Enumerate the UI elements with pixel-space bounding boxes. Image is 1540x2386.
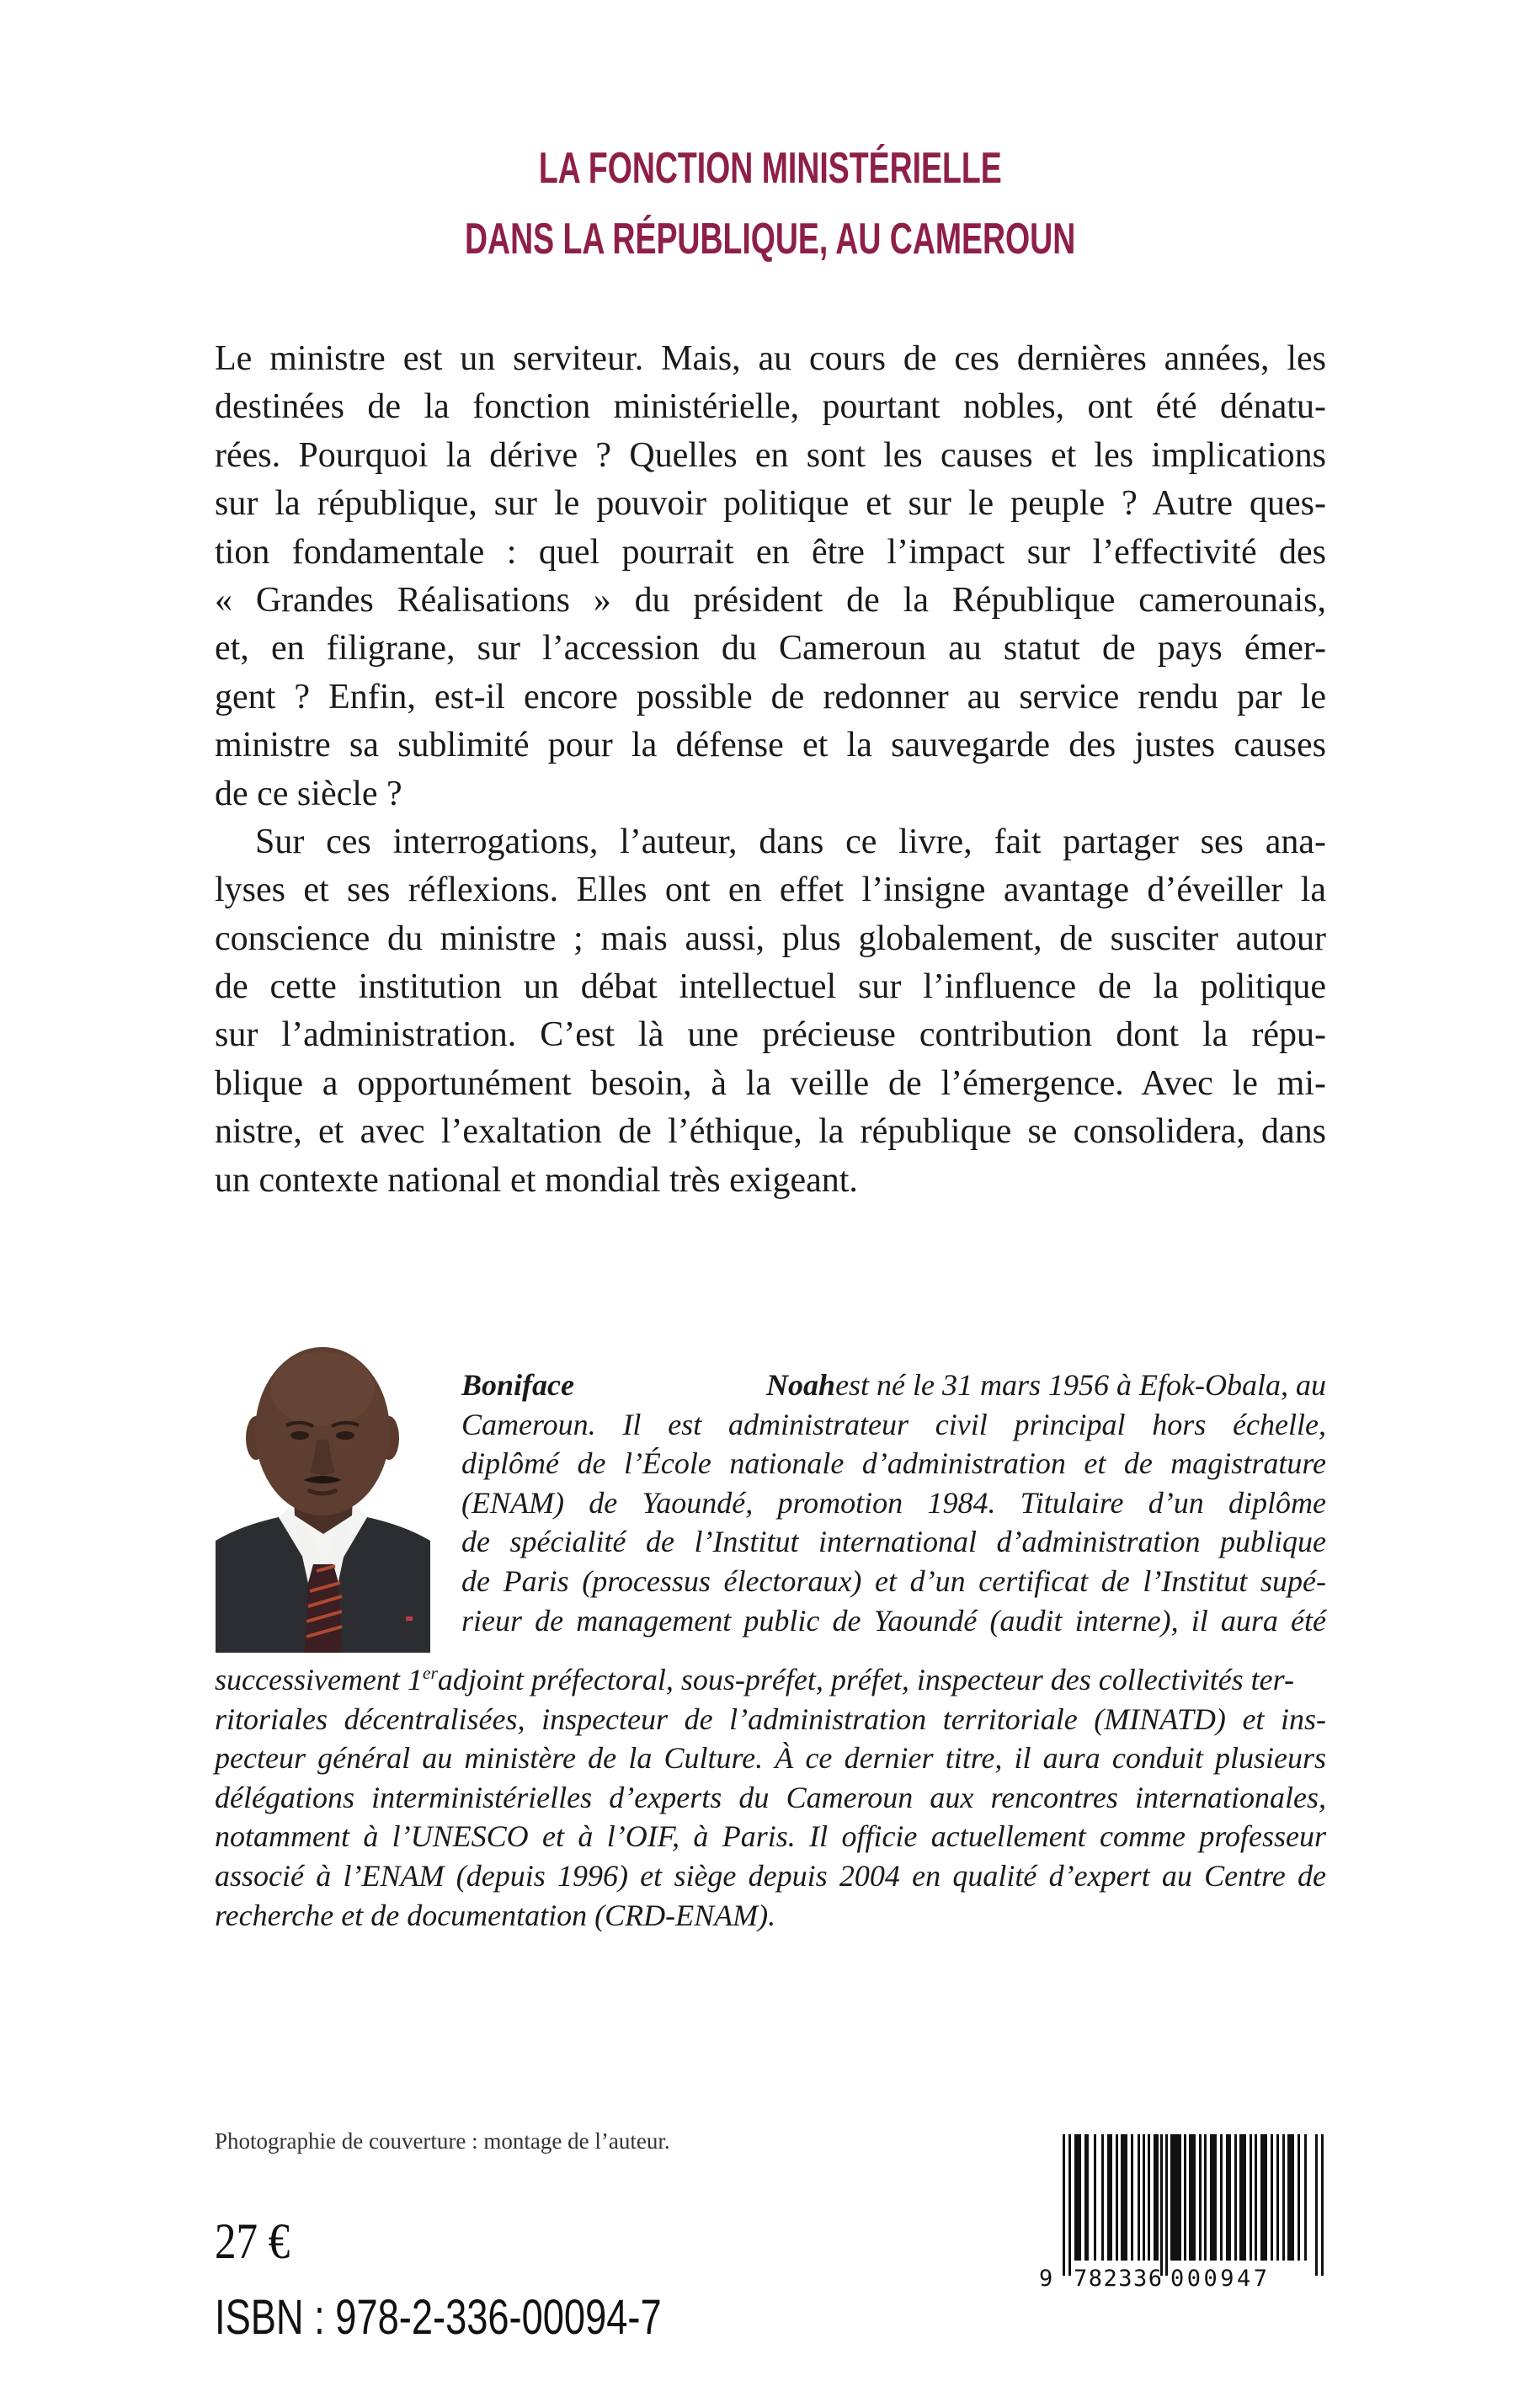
author-photo <box>216 1339 430 1653</box>
text-line: sur la république, sur le pouvoir politique et sur le peuple ? Autre ques- <box>215 484 1326 524</box>
text-line: blique a opportunément besoin, à la veille de l’émergence. Avec le mi- <box>215 1063 1326 1103</box>
text-line: ministre sa sublimité pour la défense et la sauvegarde des justes causes <box>215 726 1326 765</box>
text-line: lyses et ses réflexions. Elles ont en effet l’insigne avantage d’éveiller la <box>215 871 1326 910</box>
bio-line: successivement 1eradjoint préfectoral, sous-préfet, préfet, inspecteur des collectivités ter- <box>215 1663 1294 1696</box>
author-bio-top <box>461 1366 1326 1640</box>
text-line: un contexte national et mondial très exigeant. <box>215 1160 858 1200</box>
bio-line: (ENAM) de Yaoundé, promotion 1984. Titulaire d’un diplôme <box>461 1485 1326 1520</box>
book-title <box>0 141 1540 266</box>
text-line: gent ? Enfin, est-il encore possible de redonner au service rendu par le <box>215 677 1326 716</box>
barcode-icon <box>1037 2133 1332 2293</box>
author-portrait-icon <box>216 1339 430 1653</box>
bio-line: associé à l’ENAM (depuis 1996) et siège depuis 2004 en qualité d’expert au Centre de <box>215 1858 1326 1893</box>
text-line: nistre, et avec l’exaltation de l’éthique, la république se consolidera, dans <box>215 1112 1326 1152</box>
bio-line: recherche et de documentation (CRD-ENAM). <box>215 1898 776 1932</box>
author-bio-bottom <box>215 1660 1326 1935</box>
title-line-1: LA FONCTION MINISTÉRIELLE <box>538 144 1002 193</box>
bio-line: de spécialité de l’Institut international d’administration publique <box>461 1525 1326 1559</box>
text-line: tion fondamentale : quel pourrait en être l’impact sur l’effectivité des <box>215 532 1326 572</box>
bio-line: Cameroun. Il est administrateur civil principal hors échelle, <box>461 1407 1326 1441</box>
summary-paragraph-1 <box>215 335 1326 818</box>
photo-credit: Photographie de couverture : montage de l’auteur. <box>215 2128 670 2154</box>
text-line: sur l’administration. C’est là une précieuse contribution dont la répu- <box>215 1015 1326 1055</box>
bio-line: Boniface Noahest né le 31 mars 1956 à Efok-Obala, au <box>461 1368 1326 1402</box>
barcode-digit-lead: 9 <box>1039 2266 1053 2292</box>
bio-line: diplômé de l’École nationale d’administration et de magistrature <box>461 1446 1326 1481</box>
text-line: Le ministre est un serviteur. Mais, au cours de ces dernières années, les <box>215 339 1326 378</box>
bio-line: rieur de management public de Yaoundé (audit interne), il aura été <box>461 1603 1326 1638</box>
barcode <box>1037 2133 1332 2293</box>
summary-paragraph-2 <box>215 818 1326 1205</box>
text-line: rées. Pourquoi la dérive ? Quelles en sont les causes et les implications <box>215 435 1326 475</box>
bio-line: délégations interministérielles d’experts du Cameroun aux rencontres internationales, <box>215 1780 1326 1814</box>
text-line: destinées de la fonction ministérielle, pourtant nobles, ont été dénatu- <box>215 387 1326 427</box>
text-line: et, en filigrane, sur l’accession du Cameroun au statut de pays émer- <box>215 629 1326 668</box>
price: 27 € <box>215 2213 290 2269</box>
title-line-2: DANS LA RÉPUBLIQUE, AU CAMEROUN <box>464 215 1076 264</box>
text-line: de ce siècle ? <box>215 774 402 813</box>
bio-line: de Paris (processus électoraux) et d’un certificat de l’Institut supé- <box>461 1563 1326 1598</box>
bio-line: ritoriales décentralisées, inspecteur de l’administration territoriale (MINATD) et ins- <box>215 1702 1326 1736</box>
bio-line: pecteur général au ministère de la Culture. À ce dernier titre, il aura conduit plusieurs <box>215 1741 1326 1776</box>
barcode-digits-right: 000947 <box>1170 2266 1271 2292</box>
bio-line: notamment à l’UNESCO et à l’OIF, à Paris. Il officie actuellement comme professeur <box>215 1819 1326 1854</box>
isbn: ISBN : 978-2-336-00094-7 <box>215 2290 662 2345</box>
author-name: Boniface Noah <box>461 1368 836 1402</box>
text-line: conscience du ministre ; mais aussi, plus globalement, de susciter autour <box>215 919 1326 958</box>
barcode-digits-left: 782336 <box>1074 2266 1164 2292</box>
text-line: Sur ces interrogations, l’auteur, dans ce livre, fait partager ses ana- <box>255 822 1326 861</box>
text-line: « Grandes Réalisations » du président de la République camerounais, <box>215 580 1326 620</box>
summary-text <box>215 335 1326 1205</box>
text-line: de cette institution un débat intellectuel sur l’influence de la politique <box>215 967 1326 1007</box>
